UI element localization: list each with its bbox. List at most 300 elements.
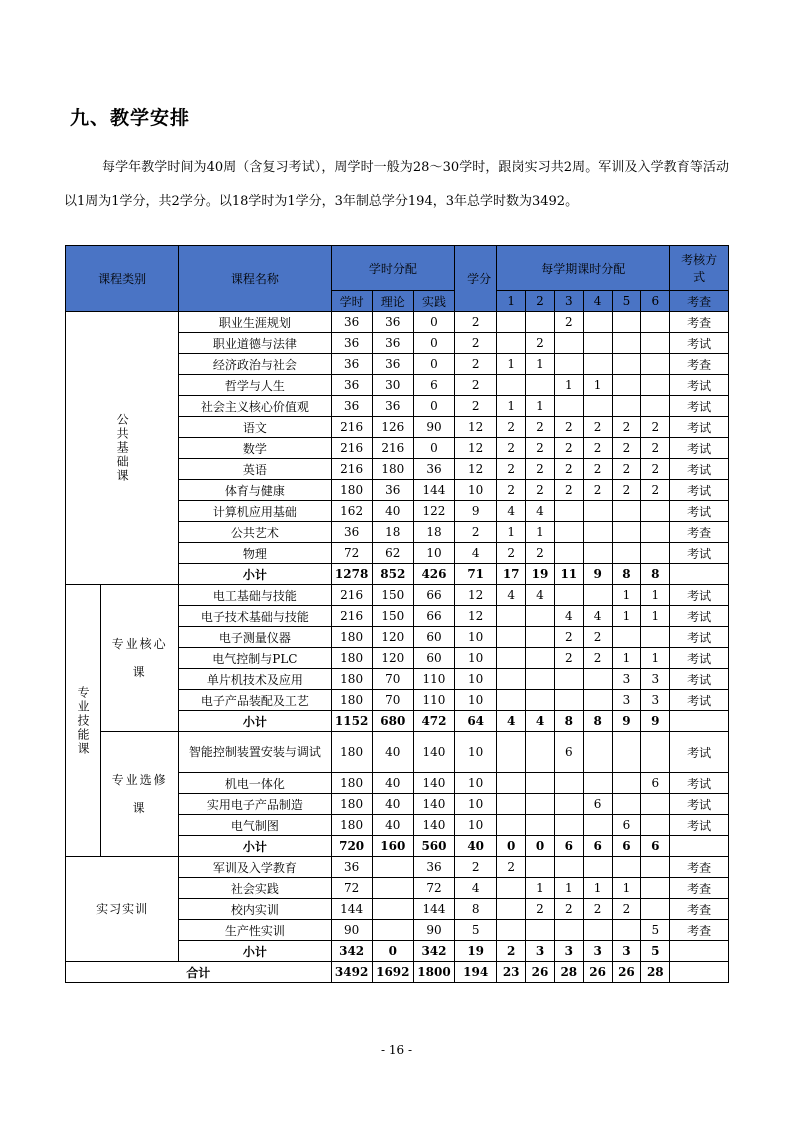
semester-cell: 2 — [583, 438, 612, 459]
semester-cell: 4 — [554, 606, 583, 627]
hours-cell: 144 — [331, 899, 372, 920]
semester-cell: 2 — [497, 459, 526, 480]
hours-cell: 36 — [331, 375, 372, 396]
semester-cell: 4 — [583, 606, 612, 627]
header-semester: 6 — [641, 291, 670, 312]
exam-cell: 考试 — [670, 669, 729, 690]
exam-cell: 考试 — [670, 815, 729, 836]
hours-cell: 216 — [331, 417, 372, 438]
semester-cell: 9 — [612, 711, 641, 732]
credits-cell: 40 — [455, 836, 497, 857]
theory-cell: 36 — [372, 354, 413, 375]
total-label: 合计 — [66, 962, 332, 983]
course-name: 电气控制与PLC — [179, 648, 331, 669]
semester-cell — [526, 627, 555, 648]
practice-cell: 426 — [413, 564, 454, 585]
credits-cell: 4 — [455, 543, 497, 564]
credits-cell: 194 — [455, 962, 497, 983]
semester-cell — [583, 501, 612, 522]
practice-cell: 0 — [413, 396, 454, 417]
semester-cell: 2 — [554, 480, 583, 501]
semester-cell: 1 — [612, 648, 641, 669]
semester-cell: 2 — [554, 312, 583, 333]
credits-cell: 64 — [455, 711, 497, 732]
semester-cell — [641, 333, 670, 354]
semester-cell — [641, 396, 670, 417]
header-row-1 — [66, 246, 729, 291]
theory-cell: 70 — [372, 690, 413, 711]
exam-cell: 考试 — [670, 627, 729, 648]
semester-cell — [641, 543, 670, 564]
credits-cell: 12 — [455, 417, 497, 438]
credits-cell: 4 — [455, 878, 497, 899]
semester-cell: 2 — [554, 627, 583, 648]
practice-cell: 0 — [413, 354, 454, 375]
practice-cell: 472 — [413, 711, 454, 732]
semester-cell — [612, 354, 641, 375]
hours-cell: 36 — [331, 354, 372, 375]
semester-cell: 2 — [583, 648, 612, 669]
semester-cell: 2 — [583, 627, 612, 648]
table-body — [66, 312, 729, 983]
semester-cell — [497, 627, 526, 648]
credits-cell: 10 — [455, 815, 497, 836]
header-semester: 3 — [554, 291, 583, 312]
exam-cell: 考试 — [670, 480, 729, 501]
semester-cell: 3 — [583, 941, 612, 962]
semester-cell — [554, 920, 583, 941]
theory-cell: 70 — [372, 669, 413, 690]
credits-cell: 71 — [455, 564, 497, 585]
semester-cell — [497, 878, 526, 899]
semester-cell — [612, 920, 641, 941]
theory-cell: 36 — [372, 333, 413, 354]
semester-cell: 2 — [497, 438, 526, 459]
semester-cell: 2 — [641, 417, 670, 438]
credits-cell: 12 — [455, 606, 497, 627]
semester-cell: 1 — [612, 585, 641, 606]
course-name: 物理 — [179, 543, 331, 564]
semester-cell — [497, 333, 526, 354]
theory-cell: 18 — [372, 522, 413, 543]
semester-cell: 2 — [497, 941, 526, 962]
semester-cell: 0 — [526, 836, 555, 857]
semester-cell: 8 — [612, 564, 641, 585]
semester-cell: 1 — [554, 375, 583, 396]
semester-cell — [526, 815, 555, 836]
semester-cell — [554, 815, 583, 836]
semester-cell — [554, 669, 583, 690]
hours-cell: 720 — [331, 836, 372, 857]
exam-cell: 考试 — [670, 459, 729, 480]
semester-cell — [497, 648, 526, 669]
semester-cell: 2 — [526, 333, 555, 354]
semester-cell: 1 — [641, 648, 670, 669]
table-row — [66, 732, 729, 773]
theory-cell: 36 — [372, 396, 413, 417]
exam-cell: 考试 — [670, 417, 729, 438]
theory-cell: 62 — [372, 543, 413, 564]
exam-cell — [670, 564, 729, 585]
semester-cell: 2 — [554, 459, 583, 480]
credits-cell: 19 — [455, 941, 497, 962]
table-row — [66, 585, 729, 606]
practice-cell: 560 — [413, 836, 454, 857]
semester-cell — [554, 857, 583, 878]
semester-cell — [554, 543, 583, 564]
exam-cell: 考查 — [670, 899, 729, 920]
hours-cell: 216 — [331, 438, 372, 459]
header-practice: 实践 — [413, 291, 454, 312]
exam-cell — [670, 962, 729, 983]
credits-cell: 10 — [455, 480, 497, 501]
header-semester-group: 每学期课时分配 — [497, 246, 670, 291]
course-name: 单片机技术及应用 — [179, 669, 331, 690]
course-name: 公共艺术 — [179, 522, 331, 543]
semester-cell: 4 — [526, 585, 555, 606]
semester-cell: 1 — [497, 522, 526, 543]
semester-cell — [526, 648, 555, 669]
semester-cell — [497, 815, 526, 836]
theory-cell: 40 — [372, 501, 413, 522]
semester-cell: 6 — [641, 836, 670, 857]
course-name: 小计 — [179, 941, 331, 962]
course-name: 小计 — [179, 711, 331, 732]
semester-cell: 3 — [612, 690, 641, 711]
semester-cell — [612, 794, 641, 815]
semester-cell: 26 — [526, 962, 555, 983]
semester-cell: 3 — [641, 690, 670, 711]
practice-cell: 140 — [413, 815, 454, 836]
semester-cell: 2 — [554, 899, 583, 920]
theory-cell: 120 — [372, 648, 413, 669]
semester-cell — [554, 585, 583, 606]
semester-cell — [497, 669, 526, 690]
credits-cell: 10 — [455, 732, 497, 773]
header-hours: 学时 — [331, 291, 372, 312]
semester-cell — [497, 794, 526, 815]
hours-cell: 342 — [331, 941, 372, 962]
semester-cell: 2 — [583, 459, 612, 480]
course-name: 职业道德与法律 — [179, 333, 331, 354]
semester-cell: 26 — [612, 962, 641, 983]
semester-cell — [583, 354, 612, 375]
course-name: 生产性实训 — [179, 920, 331, 941]
semester-cell: 3 — [641, 669, 670, 690]
theory-cell: 1692 — [372, 962, 413, 983]
semester-cell — [526, 732, 555, 773]
table-row — [66, 857, 729, 878]
hours-cell: 36 — [331, 312, 372, 333]
course-name: 社会实践 — [179, 878, 331, 899]
practice-cell: 140 — [413, 773, 454, 794]
hours-cell: 180 — [331, 794, 372, 815]
course-name: 体育与健康 — [179, 480, 331, 501]
semester-cell: 2 — [641, 480, 670, 501]
header-semester: 1 — [497, 291, 526, 312]
semester-cell: 23 — [497, 962, 526, 983]
credits-cell: 2 — [455, 333, 497, 354]
hours-cell: 1152 — [331, 711, 372, 732]
semester-cell — [612, 396, 641, 417]
course-name: 社会主义核心价值观 — [179, 396, 331, 417]
semester-cell: 2 — [612, 459, 641, 480]
semester-cell: 4 — [497, 585, 526, 606]
semester-cell — [641, 522, 670, 543]
semester-cell: 9 — [641, 711, 670, 732]
semester-cell — [554, 690, 583, 711]
page-number: - 16 - — [380, 1043, 412, 1057]
semester-cell — [612, 543, 641, 564]
theory-cell: 40 — [372, 794, 413, 815]
semester-cell: 2 — [497, 857, 526, 878]
semester-cell: 6 — [641, 773, 670, 794]
semester-cell: 1 — [526, 354, 555, 375]
course-name: 电子产品装配及工艺 — [179, 690, 331, 711]
exam-cell: 考试 — [670, 732, 729, 773]
semester-cell: 2 — [554, 648, 583, 669]
semester-cell — [641, 501, 670, 522]
practice-cell: 66 — [413, 606, 454, 627]
semester-cell: 8 — [641, 564, 670, 585]
course-name: 哲学与人生 — [179, 375, 331, 396]
theory-cell: 40 — [372, 732, 413, 773]
semester-cell — [612, 773, 641, 794]
semester-cell — [612, 333, 641, 354]
exam-cell: 考试 — [670, 648, 729, 669]
theory-cell: 216 — [372, 438, 413, 459]
semester-cell — [526, 690, 555, 711]
semester-cell — [612, 375, 641, 396]
semester-cell — [497, 312, 526, 333]
practice-cell: 60 — [413, 648, 454, 669]
semester-cell — [497, 899, 526, 920]
semester-cell: 6 — [554, 836, 583, 857]
semester-cell: 8 — [583, 711, 612, 732]
practice-cell: 0 — [413, 312, 454, 333]
credits-cell: 5 — [455, 920, 497, 941]
semester-cell: 6 — [554, 732, 583, 773]
credits-cell: 2 — [455, 354, 497, 375]
hours-cell: 180 — [331, 480, 372, 501]
semester-cell: 6 — [612, 836, 641, 857]
semester-cell: 2 — [526, 459, 555, 480]
semester-cell: 1 — [612, 606, 641, 627]
semester-cell — [583, 920, 612, 941]
semester-cell — [612, 732, 641, 773]
semester-cell: 2 — [641, 459, 670, 480]
credits-cell: 10 — [455, 648, 497, 669]
semester-cell: 19 — [526, 564, 555, 585]
semester-cell: 2 — [612, 438, 641, 459]
practice-cell: 342 — [413, 941, 454, 962]
credits-cell: 9 — [455, 501, 497, 522]
practice-cell: 1800 — [413, 962, 454, 983]
course-name: 电工基础与技能 — [179, 585, 331, 606]
semester-cell — [526, 606, 555, 627]
course-name: 实用电子产品制造 — [179, 794, 331, 815]
credits-cell: 2 — [455, 375, 497, 396]
semester-cell — [583, 522, 612, 543]
course-name: 机电一体化 — [179, 773, 331, 794]
semester-cell: 1 — [497, 396, 526, 417]
semester-cell — [497, 732, 526, 773]
exam-cell: 考试 — [670, 396, 729, 417]
semester-cell — [583, 585, 612, 606]
semester-cell — [497, 606, 526, 627]
practice-cell: 18 — [413, 522, 454, 543]
semester-cell: 28 — [641, 962, 670, 983]
practice-cell: 36 — [413, 459, 454, 480]
total-row — [66, 962, 729, 983]
credits-cell: 2 — [455, 522, 497, 543]
header-exam-group: 考核方式 — [670, 246, 729, 291]
semester-cell — [583, 773, 612, 794]
semester-cell — [526, 794, 555, 815]
course-name: 英语 — [179, 459, 331, 480]
theory-cell: 852 — [372, 564, 413, 585]
hours-cell: 216 — [331, 606, 372, 627]
practice-cell: 10 — [413, 543, 454, 564]
exam-cell — [670, 941, 729, 962]
semester-cell — [526, 773, 555, 794]
practice-cell: 140 — [413, 794, 454, 815]
semester-cell — [641, 375, 670, 396]
semester-cell — [583, 690, 612, 711]
practice-cell: 140 — [413, 732, 454, 773]
semester-cell: 2 — [641, 438, 670, 459]
exam-cell: 考试 — [670, 794, 729, 815]
semester-cell — [554, 396, 583, 417]
course-name: 电子测量仪器 — [179, 627, 331, 648]
semester-cell — [641, 732, 670, 773]
practice-cell: 90 — [413, 417, 454, 438]
practice-cell: 60 — [413, 627, 454, 648]
theory-cell: 0 — [372, 941, 413, 962]
semester-cell: 1 — [641, 585, 670, 606]
semester-cell: 4 — [526, 501, 555, 522]
practice-cell: 6 — [413, 375, 454, 396]
theory-cell — [372, 920, 413, 941]
semester-cell — [641, 354, 670, 375]
credits-cell: 8 — [455, 899, 497, 920]
practice-cell: 0 — [413, 333, 454, 354]
semester-cell — [641, 878, 670, 899]
semester-cell — [554, 354, 583, 375]
practice-cell: 90 — [413, 920, 454, 941]
hours-cell: 162 — [331, 501, 372, 522]
exam-cell: 考试 — [670, 585, 729, 606]
theory-cell: 36 — [372, 312, 413, 333]
semester-cell: 4 — [497, 711, 526, 732]
teaching-plan-table — [65, 245, 729, 983]
section-internship: 实习实训 — [66, 857, 179, 962]
hours-cell: 1278 — [331, 564, 372, 585]
theory-cell: 160 — [372, 836, 413, 857]
practice-cell: 144 — [413, 899, 454, 920]
semester-cell: 6 — [583, 836, 612, 857]
semester-cell: 1 — [526, 522, 555, 543]
semester-cell — [497, 773, 526, 794]
semester-cell: 2 — [583, 899, 612, 920]
semester-cell: 2 — [554, 417, 583, 438]
intro-paragraph: 每学年教学时间为40周（含复习考试），周学时一般为28～30学时，跟岗实习共2周。军训及入学教育等活动以1周为1学分，共2学分。以18学时为1学分，3年制总学分194，3年总学时数为3492。 — [64, 160, 729, 209]
course-name: 数学 — [179, 438, 331, 459]
semester-cell — [554, 773, 583, 794]
semester-cell — [641, 815, 670, 836]
credits-cell: 12 — [455, 585, 497, 606]
semester-cell — [497, 920, 526, 941]
semester-cell: 9 — [583, 564, 612, 585]
semester-cell: 2 — [554, 438, 583, 459]
semester-cell: 5 — [641, 920, 670, 941]
exam-cell: 考试 — [670, 438, 729, 459]
credits-cell: 2 — [455, 396, 497, 417]
hours-cell: 180 — [331, 815, 372, 836]
course-name: 语文 — [179, 417, 331, 438]
semester-cell — [612, 312, 641, 333]
exam-cell: 考查 — [670, 354, 729, 375]
credits-cell: 10 — [455, 690, 497, 711]
semester-cell: 4 — [497, 501, 526, 522]
exam-cell: 考试 — [670, 606, 729, 627]
theory-cell: 126 — [372, 417, 413, 438]
semester-cell — [497, 690, 526, 711]
semester-cell: 2 — [497, 480, 526, 501]
header-semester: 5 — [612, 291, 641, 312]
semester-cell: 2 — [526, 480, 555, 501]
header-theory: 理论 — [372, 291, 413, 312]
hours-cell: 36 — [331, 522, 372, 543]
hours-cell: 180 — [331, 648, 372, 669]
semester-cell: 0 — [497, 836, 526, 857]
section-core: 专业核心课 — [100, 585, 178, 732]
semester-cell — [526, 669, 555, 690]
semester-cell: 26 — [583, 962, 612, 983]
course-name: 职业生涯规划 — [179, 312, 331, 333]
theory-cell: 120 — [372, 627, 413, 648]
semester-cell: 2 — [526, 899, 555, 920]
practice-cell: 0 — [413, 438, 454, 459]
semester-cell: 2 — [612, 480, 641, 501]
exam-cell: 考查 — [670, 878, 729, 899]
exam-cell: 考试 — [670, 690, 729, 711]
semester-cell: 1 — [526, 878, 555, 899]
semester-cell — [641, 312, 670, 333]
course-name: 小计 — [179, 836, 331, 857]
semester-cell: 1 — [641, 606, 670, 627]
semester-cell: 3 — [526, 941, 555, 962]
credits-cell: 2 — [455, 312, 497, 333]
semester-cell — [583, 312, 612, 333]
section-heading: 九、教学安排 — [70, 107, 191, 129]
practice-cell: 110 — [413, 690, 454, 711]
course-name: 经济政治与社会 — [179, 354, 331, 375]
header-semester: 4 — [583, 291, 612, 312]
semester-cell: 1 — [554, 878, 583, 899]
hours-cell: 180 — [331, 627, 372, 648]
hours-cell: 180 — [331, 732, 372, 773]
semester-cell: 2 — [497, 417, 526, 438]
semester-cell: 3 — [554, 941, 583, 962]
hours-cell: 216 — [331, 459, 372, 480]
header-category: 课程类别 — [66, 246, 179, 312]
semester-cell: 6 — [612, 815, 641, 836]
semester-cell — [583, 732, 612, 773]
semester-cell — [497, 375, 526, 396]
semester-cell: 2 — [526, 417, 555, 438]
hours-cell: 36 — [331, 333, 372, 354]
